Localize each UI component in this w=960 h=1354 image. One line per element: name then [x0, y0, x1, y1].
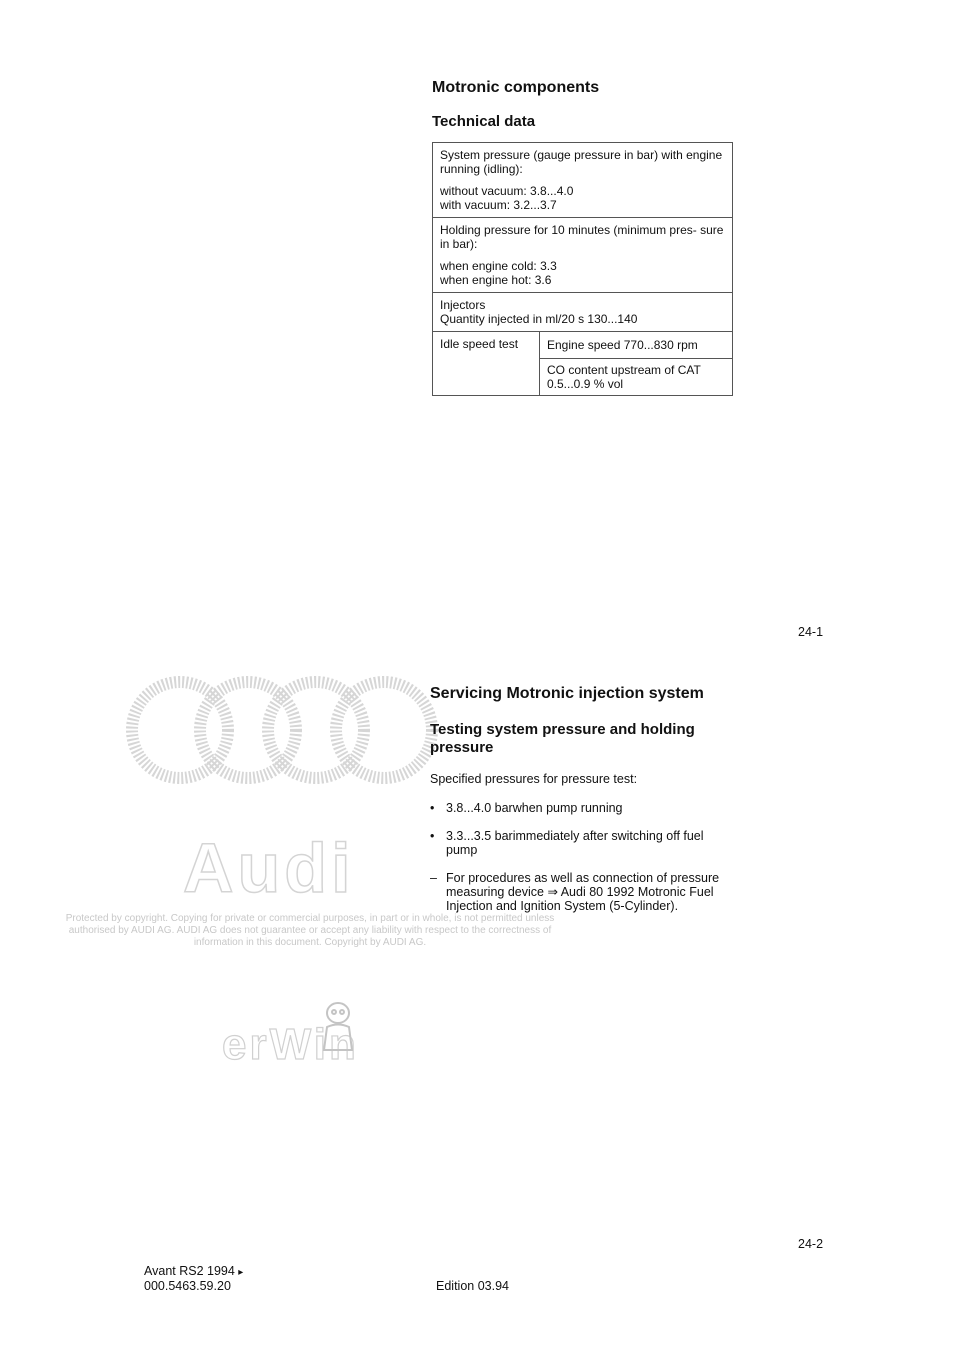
system-pressure-heading: System pressure (gauge pressure in bar) with engine running (idling): — [440, 148, 723, 176]
bullet-marker: • — [430, 829, 435, 843]
list-item-text: 3.8...4.0 barwhen pump running — [446, 801, 623, 815]
next-page-arrow-icon: ▸ — [238, 1267, 244, 1278]
document-number: 000.5463.59.20 — [144, 1279, 231, 1293]
section-title: Technical data — [432, 113, 536, 130]
audi-rings-logo — [118, 672, 438, 788]
footer-model — [144, 1264, 243, 1278]
holding-pressure-cell — [433, 218, 732, 293]
bullet-marker: • — [430, 801, 435, 815]
page-2-subtitle-line-2: pressure — [430, 739, 494, 756]
injected-quantity-value: Quantity injected in ml/20 s 130...140 — [440, 312, 638, 326]
list-item-text: For procedures as well as connection of pressure measuring device ⇒ Audi 80 1992 Motronic Fuel Injection and Ignition System (5-Cylinder). — [446, 871, 720, 913]
dash-marker: – — [430, 871, 437, 885]
page-number-2: 24-2 — [798, 1237, 824, 1251]
idle-speed-label: Idle speed test — [433, 332, 540, 395]
system-pressure-cell — [433, 143, 732, 218]
ring-4 — [336, 682, 432, 778]
holding-pressure-heading: Holding pressure for 10 minutes (minimum pres- sure in bar): — [440, 223, 724, 251]
injectors-cell — [433, 293, 732, 332]
idle-speed-row — [433, 332, 732, 395]
co-content-value: CO content upstream of CAT 0.5...0.9 % vol — [547, 363, 701, 391]
list-item — [430, 801, 736, 815]
list-item — [430, 871, 736, 913]
list-item — [430, 829, 736, 857]
erwin-figure-icon — [318, 1000, 358, 1056]
engine-cold-value: when engine cold: 3.3 — [440, 259, 557, 273]
technical-data-table — [432, 142, 733, 396]
idle-speed-values — [540, 332, 732, 395]
audi-wordmark: Audi — [183, 829, 355, 907]
page-2-subtitle-line-1: Testing system pressure and holding — [430, 721, 695, 738]
engine-speed-value: Engine speed 770...830 rpm — [540, 332, 732, 359]
list-item-text: 3.3...3.5 barimmediately after switching off fuel pump — [446, 829, 704, 857]
page-2-title: Servicing Motronic injection system — [430, 685, 704, 702]
copyright-notice: Protected by copyright. Copying for private or commercial purposes, in part or in whole, is not permitted unless authorised by AUDI AG. AUDI AG does not guarantee or accept any liability with respect to the correctness of information in this document. Copyright by AUDI AG. — [65, 913, 555, 948]
erwin-logo: erWin — [222, 1020, 359, 1069]
with-vacuum-value: with vacuum: 3.2...3.7 — [440, 198, 557, 212]
engine-hot-value: when engine hot: 3.6 — [440, 273, 552, 287]
model-name: Avant RS2 1994 — [144, 1264, 235, 1278]
edition: Edition 03.94 — [436, 1279, 509, 1293]
pressure-spec-list — [430, 801, 736, 927]
injectors-label: Injectors — [440, 298, 486, 312]
page-number: 24-1 — [798, 625, 824, 639]
without-vacuum-value: without vacuum: 3.8...4.0 — [440, 184, 574, 198]
page-title: Motronic components — [432, 79, 600, 96]
pressure-test-intro: Specified pressures for pressure test: — [430, 772, 638, 786]
